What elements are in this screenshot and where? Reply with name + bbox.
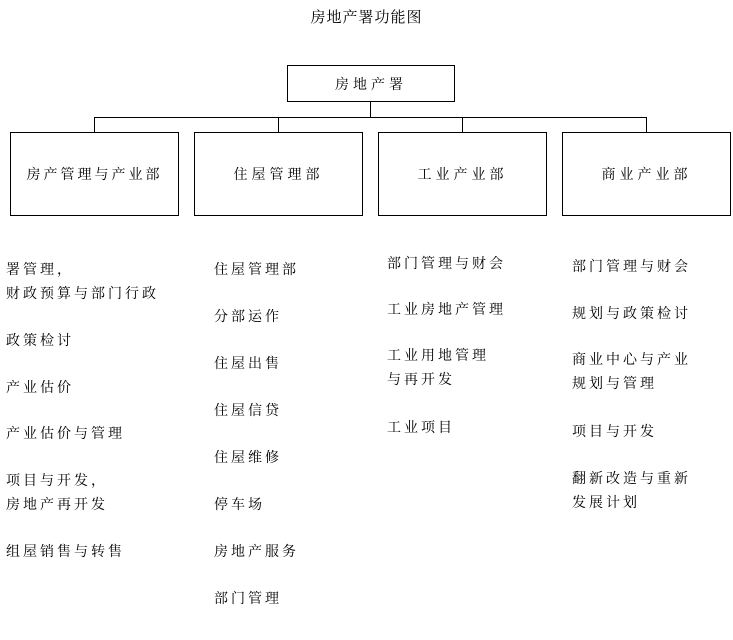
function-item: 工业项目 — [387, 420, 455, 436]
function-item: 商业中心与产业 规划与管理 — [572, 352, 691, 392]
function-item: 住屋信贷 — [214, 403, 282, 419]
function-item: 住屋维修 — [214, 450, 282, 466]
root-connector — [370, 101, 371, 117]
dept-box-commercial-property: 商业产业部 — [562, 132, 731, 216]
function-item: 停车场 — [214, 497, 265, 513]
dept2-connector — [278, 117, 279, 133]
function-item: 部门管理与财会 — [387, 256, 506, 272]
dept1-connector — [94, 117, 95, 133]
function-item: 工业用地管理 与再开发 — [387, 348, 489, 388]
function-item: 部门管理与财会 — [572, 259, 691, 275]
dept-box-housing-management: 住屋管理部 — [194, 132, 363, 216]
function-item: 住屋管理部 — [214, 262, 299, 278]
horizontal-connector — [94, 117, 647, 118]
function-item: 翻新改造与重新 发展计划 — [572, 471, 691, 511]
function-item: 住屋出售 — [214, 356, 282, 372]
function-item: 部门管理 — [214, 591, 282, 607]
dept-box-industrial-property: 工业产业部 — [378, 132, 547, 216]
diagram-title: 房地产署功能图 — [310, 8, 423, 26]
function-item: 分部运作 — [214, 309, 282, 325]
function-item: 房地产服务 — [214, 544, 299, 560]
function-item: 项目与开发 — [572, 424, 657, 440]
function-item: 署管理， 财政预算与部门行政 — [6, 262, 159, 302]
function-item: 产业估价与管理 — [6, 426, 125, 442]
root-box: 房地产署 — [287, 65, 455, 102]
function-item: 产业估价 — [6, 380, 74, 396]
function-item: 工业房地产管理 — [387, 302, 506, 318]
dept3-connector — [462, 117, 463, 133]
dept4-connector — [646, 117, 647, 133]
function-item: 政策检讨 — [6, 333, 74, 349]
function-item: 项目与开发， 房地产再开发 — [6, 473, 108, 513]
function-item: 规划与政策检讨 — [572, 306, 691, 322]
function-item: 组屋销售与转售 — [6, 544, 125, 560]
dept-box-property-management: 房产管理与产业部 — [10, 132, 179, 216]
